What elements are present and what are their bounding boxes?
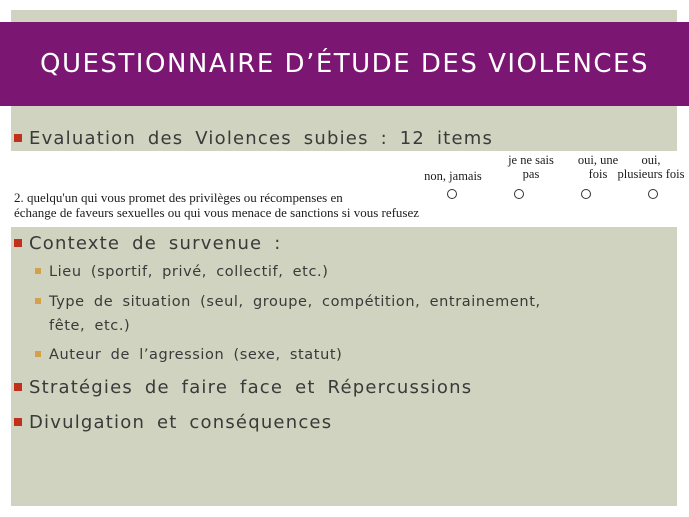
radio-non-jamais[interactable] xyxy=(447,189,457,199)
square-bullet-icon xyxy=(14,134,22,142)
bullet-strategies: Stratégies de faire face et Répercussions xyxy=(14,377,472,398)
square-bullet-icon xyxy=(35,298,41,304)
option-label: non, jamais xyxy=(424,169,482,183)
square-bullet-icon xyxy=(14,239,22,247)
question-text: 2. quelqu'un qui vous promet des privilèges ou récompenses en échange de faveurs sexuelles ou qui vous menace de sanctions si vous refusez xyxy=(14,190,420,220)
sub-bullet-lieu: Lieu (sportif, privé, collectif, etc.) xyxy=(35,264,329,280)
radio-oui-une-fois[interactable] xyxy=(581,189,591,199)
option-label: oui, une fois xyxy=(577,153,619,181)
bullet-divulgation: Divulgation et conséquences xyxy=(14,412,332,433)
sub-bullet-type-situation-continued: fête, etc.) xyxy=(49,318,131,334)
radio-je-ne-sais-pas[interactable] xyxy=(514,189,524,199)
square-bullet-icon xyxy=(14,418,22,426)
bullet-evaluation: Evaluation des Violences subies : 12 items xyxy=(14,128,493,149)
slide-title: QUESTIONNAIRE D’ÉTUDE DES VIOLENCES xyxy=(40,49,649,79)
option-label: oui, plusieurs fois xyxy=(617,153,685,181)
square-bullet-icon xyxy=(14,383,22,391)
sub-bullet-type-situation: Type de situation (seul, groupe, compétition, entrainement, xyxy=(35,294,541,310)
option-label: je ne sais pas xyxy=(508,153,554,181)
title-bar xyxy=(0,22,689,106)
square-bullet-icon xyxy=(35,268,41,274)
radio-oui-plusieurs-fois[interactable] xyxy=(648,189,658,199)
sub-bullet-auteur: Auteur de l’agression (sexe, statut) xyxy=(35,347,342,363)
questionnaire-excerpt xyxy=(11,151,689,227)
bullet-contexte: Contexte de survenue : xyxy=(14,233,282,254)
square-bullet-icon xyxy=(35,351,41,357)
